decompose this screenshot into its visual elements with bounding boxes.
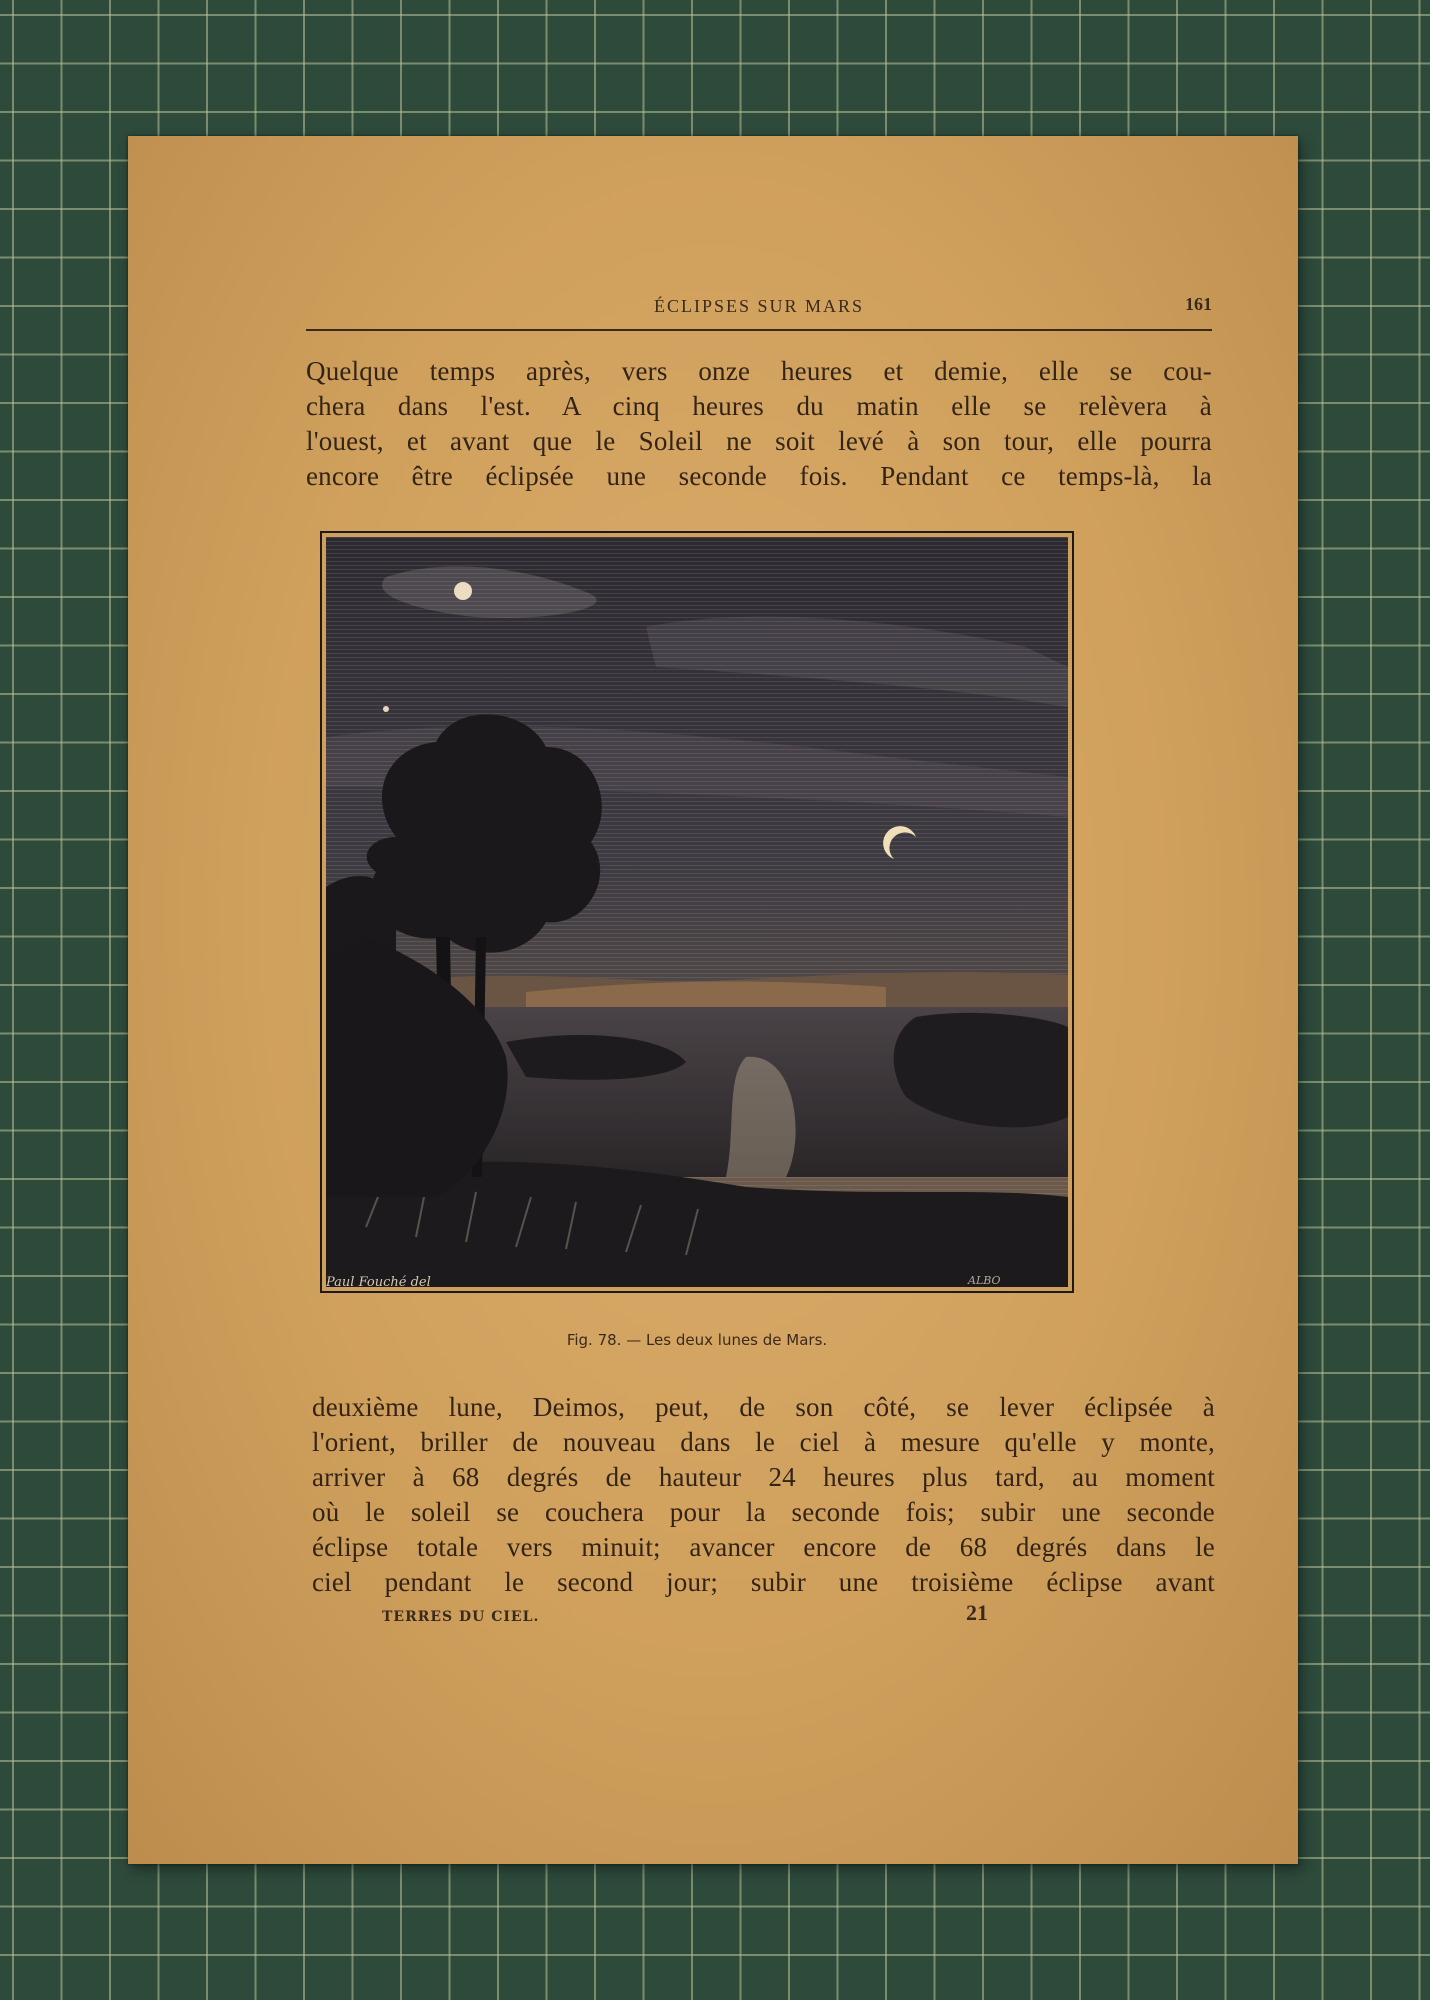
running-head bbox=[306, 292, 1212, 322]
running-title: ÉCLIPSES SUR MARS bbox=[653, 296, 865, 316]
text-line: chera dans l'est. A cinq heures du matin elle se relèvera à bbox=[306, 391, 1212, 421]
text-line: encore être éclipsée une seconde fois. Pendant ce temps-là, la bbox=[306, 461, 1212, 491]
artist-signature: Paul Fouché del bbox=[326, 1275, 431, 1290]
text-line: où le soleil se couchera pour la seconde fois; subir une seconde bbox=[312, 1497, 1215, 1527]
engraving-illustration bbox=[320, 531, 1074, 1293]
page-number: 161 bbox=[1185, 294, 1212, 314]
book-page bbox=[128, 136, 1298, 1864]
text-line: deuxième lune, Deimos, peut, de son côté, se lever éclipsée à bbox=[312, 1392, 1215, 1422]
text-line: arriver à 68 degrés de hauteur 24 heures plus tard, au moment bbox=[312, 1462, 1215, 1492]
bottom-paragraph bbox=[312, 1390, 1215, 1600]
sheet-number: 21 bbox=[966, 1600, 988, 1625]
star-icon bbox=[383, 706, 389, 712]
top-paragraph bbox=[306, 354, 1212, 494]
figure-caption: Fig. 78. — Les deux lunes de Mars. bbox=[566, 1331, 828, 1349]
text-line: éclipse totale vers minuit; avancer encore de 68 degrés dans le bbox=[312, 1532, 1215, 1562]
header-rule bbox=[306, 329, 1212, 331]
phobos-moon-icon bbox=[454, 582, 472, 600]
text-line: l'orient, briller de nouveau dans le ciel à mesure qu'elle y monte, bbox=[312, 1427, 1215, 1457]
text-line: Quelque temps après, vers onze heures et demie, elle se cou- bbox=[306, 356, 1212, 386]
text-line: ciel pendant le second jour; subir une troisième éclipse avant bbox=[312, 1567, 1215, 1597]
night-landscape-engraving bbox=[326, 537, 1068, 1287]
signature-mark: TERRES DU CIEL. bbox=[382, 1609, 540, 1625]
engraver-signature: ALBO bbox=[968, 1274, 1001, 1287]
text-line: l'ouest, et avant que le Soleil ne soit levé à son tour, elle pourra bbox=[306, 426, 1212, 456]
